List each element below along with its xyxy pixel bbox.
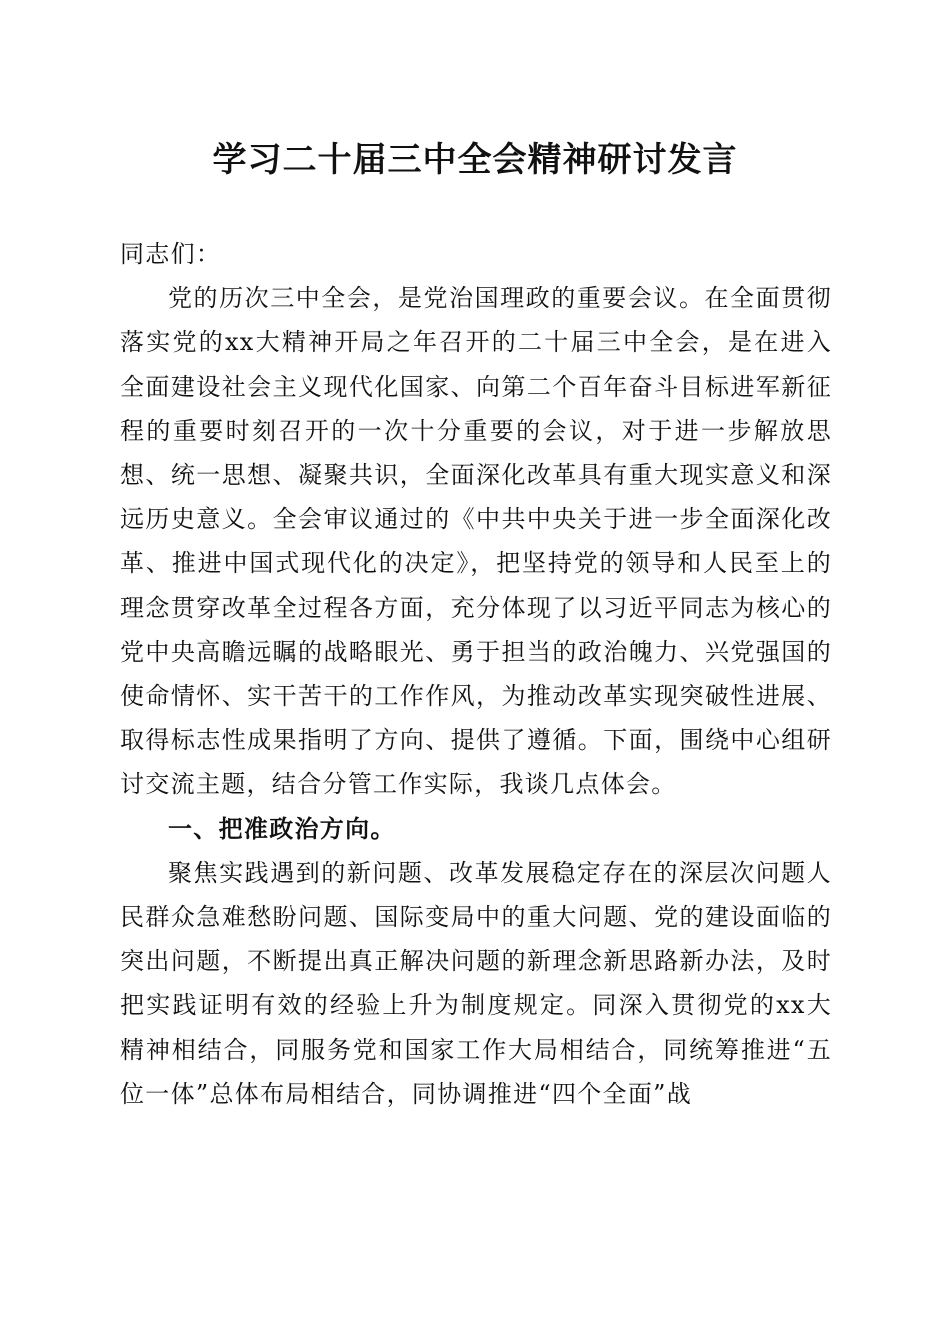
salutation: 同志们： [120, 240, 222, 268]
document-title: 学习二十届三中全会精神研讨发言 [212, 140, 738, 180]
section-heading: 一、把准政治方向。 [168, 814, 396, 843]
document-body [120, 232, 832, 1116]
section-paragraph: 聚焦实践遇到的新问题、改革发展稳定存在的深层次问题人民群众急难愁盼问题、国际变局中的重大问题、党的建设面临的突出问题，不断提出真正解决问题的新理念新思路新办法，及时把实践证明有效的经验上升为制度规定。同深入贯彻党的xx大精神相结合，同服务党和国家工作大局相结合，同统筹推进“五位一体”总体布局相结合，同协调推进“四个全面”战 [120, 858, 832, 1108]
intro-paragraph: 党的历次三中全会，是党治国理政的重要会议。在全面贯彻落实党的xx大精神开局之年召开的二十届三中全会，是在进入全面建设社会主义现代化国家、向第二个百年奋斗目标进军新征程的重要时刻召开的一次十分重要的会议，对于进一步解放思想、统一思想、凝聚共识，全面深化改革具有重大现实意义和深远历史意义。全会审议通过的《中共中央关于进一步全面深化改革、推进中国式现代化的决定》，把坚持党的领导和人民至上的理念贯穿改革全过程各方面，充分体现了以习近平同志为核心的党中央高瞻远瞩的战略眼光、勇于担当的政治魄力、兴党强国的使命情怀、实干苦干的工作作风，为推动改革实现突破性进展、取得标志性成果指明了方向、提供了遵循。下面，围绕中心组研讨交流主题，结合分管工作实际，我谈几点体会。 [120, 284, 832, 799]
